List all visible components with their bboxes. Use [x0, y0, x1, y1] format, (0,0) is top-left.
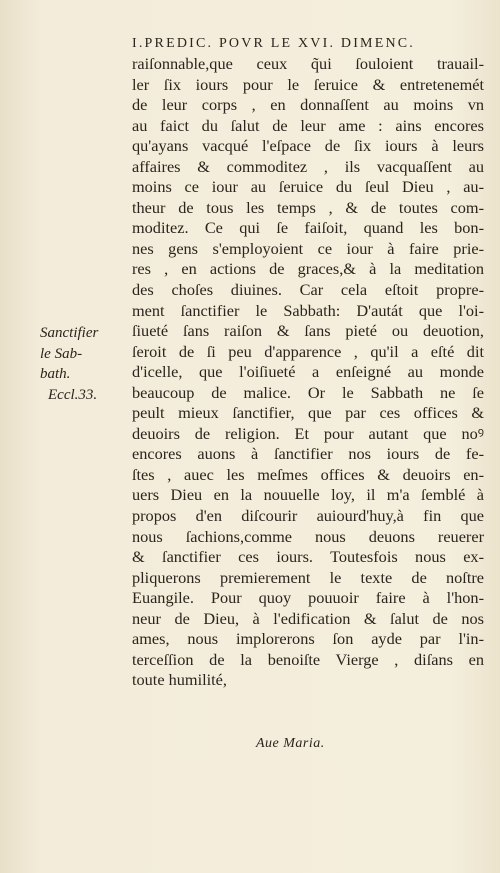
text-line: toute humilité,	[132, 670, 227, 690]
text-line: des choſes diuines. Car cela eſtoit propre-	[132, 280, 484, 300]
text-line: moditez. Ce qui ſe faiſoit, quand les bon-	[132, 218, 484, 238]
text-line: encores auons à ſanctifier nos iours de fe-	[132, 444, 484, 464]
text-line: uers Dieu en la nouuelle loy, il m'a ſemblé à	[132, 485, 484, 505]
text-line: propos d'en diſcourir auiourd'huy,à fin que	[132, 506, 484, 526]
text-line: beaucoup de malice. Or le Sabbath ne ſe	[132, 382, 484, 402]
text-line: peult mieux ſanctifier, que par ces offices &	[132, 403, 484, 423]
closing-line: Aue Maria.	[256, 736, 325, 751]
text-line: moins ce iour au ſeruice du ſeul Dieu , au-	[132, 177, 484, 197]
text-line: res , en actions de graces,& à la meditation	[132, 259, 484, 279]
body-text	[132, 54, 484, 691]
text-line: qu'ayans vacqué l'eſpace de ſix iours à leurs	[132, 136, 484, 156]
text-line: raiſonnable,que ceux q̃ui ſouloient trauail-	[132, 54, 484, 73]
margin-note-line: Sanctifier	[40, 325, 99, 341]
text-line: ſtes , auec les meſmes offices & deuoirs en-	[132, 464, 484, 484]
text-line: ment ſanctifier le Sabbath: D'autát que l'oi-	[132, 300, 484, 320]
margin-note-line: le Sab-	[40, 345, 83, 362]
text-line: deuoirs de religion. Et pour autant que noꝰ	[132, 423, 484, 443]
text-line: ſeroit de ſi peu d'apparence , qu'il a eſté dit	[132, 341, 484, 361]
text-line: terceſſion de la benoiſte Vierge , diſans en	[132, 649, 484, 669]
text-line: au faict du ſalut de leur ame : ains encores	[132, 115, 484, 135]
text-line: & ſanctifier ces iours. Toutesfois nous ex-	[132, 547, 484, 567]
text-line: theur de tous les temps , & de toutes com-	[132, 197, 484, 217]
text-line: affaires & commoditez , ils vacquaſſent au	[132, 156, 484, 176]
text-line: neur de Dieu, à l'edification & ſalut de nos	[132, 608, 484, 628]
margin-note-line: Eccl.33.	[48, 386, 98, 403]
text-line: ames, nous implorerons ſon ayde par l'in-	[132, 629, 484, 649]
text-line: nes gens s'employoient ce iour à faire prie-	[132, 238, 484, 258]
margin-note-line: bath.	[40, 366, 71, 382]
text-line: pliquerons premierement le texte de noſtre	[132, 567, 484, 587]
text-line: nous ſachions,comme nous deuons reuerer	[132, 526, 484, 546]
text-line: de leur corps , en donnaſſent au moins vn	[132, 95, 484, 115]
text-line: ſiueté ſans raiſon & ſans pieté ou deuotion,	[132, 321, 484, 341]
text-line: Euangile. Pour quoy pouuoir faire à l'hon-	[132, 588, 484, 608]
margin-note	[40, 323, 125, 405]
text-line: ler ſix iours pour le ſeruice & entretenemét	[132, 74, 484, 94]
text-line: d'icelle, que l'oiſiueté a enſeigné au monde	[132, 362, 484, 382]
running-header: I.PREDIC. POVR LE XVI. DIMENC.	[132, 36, 415, 51]
